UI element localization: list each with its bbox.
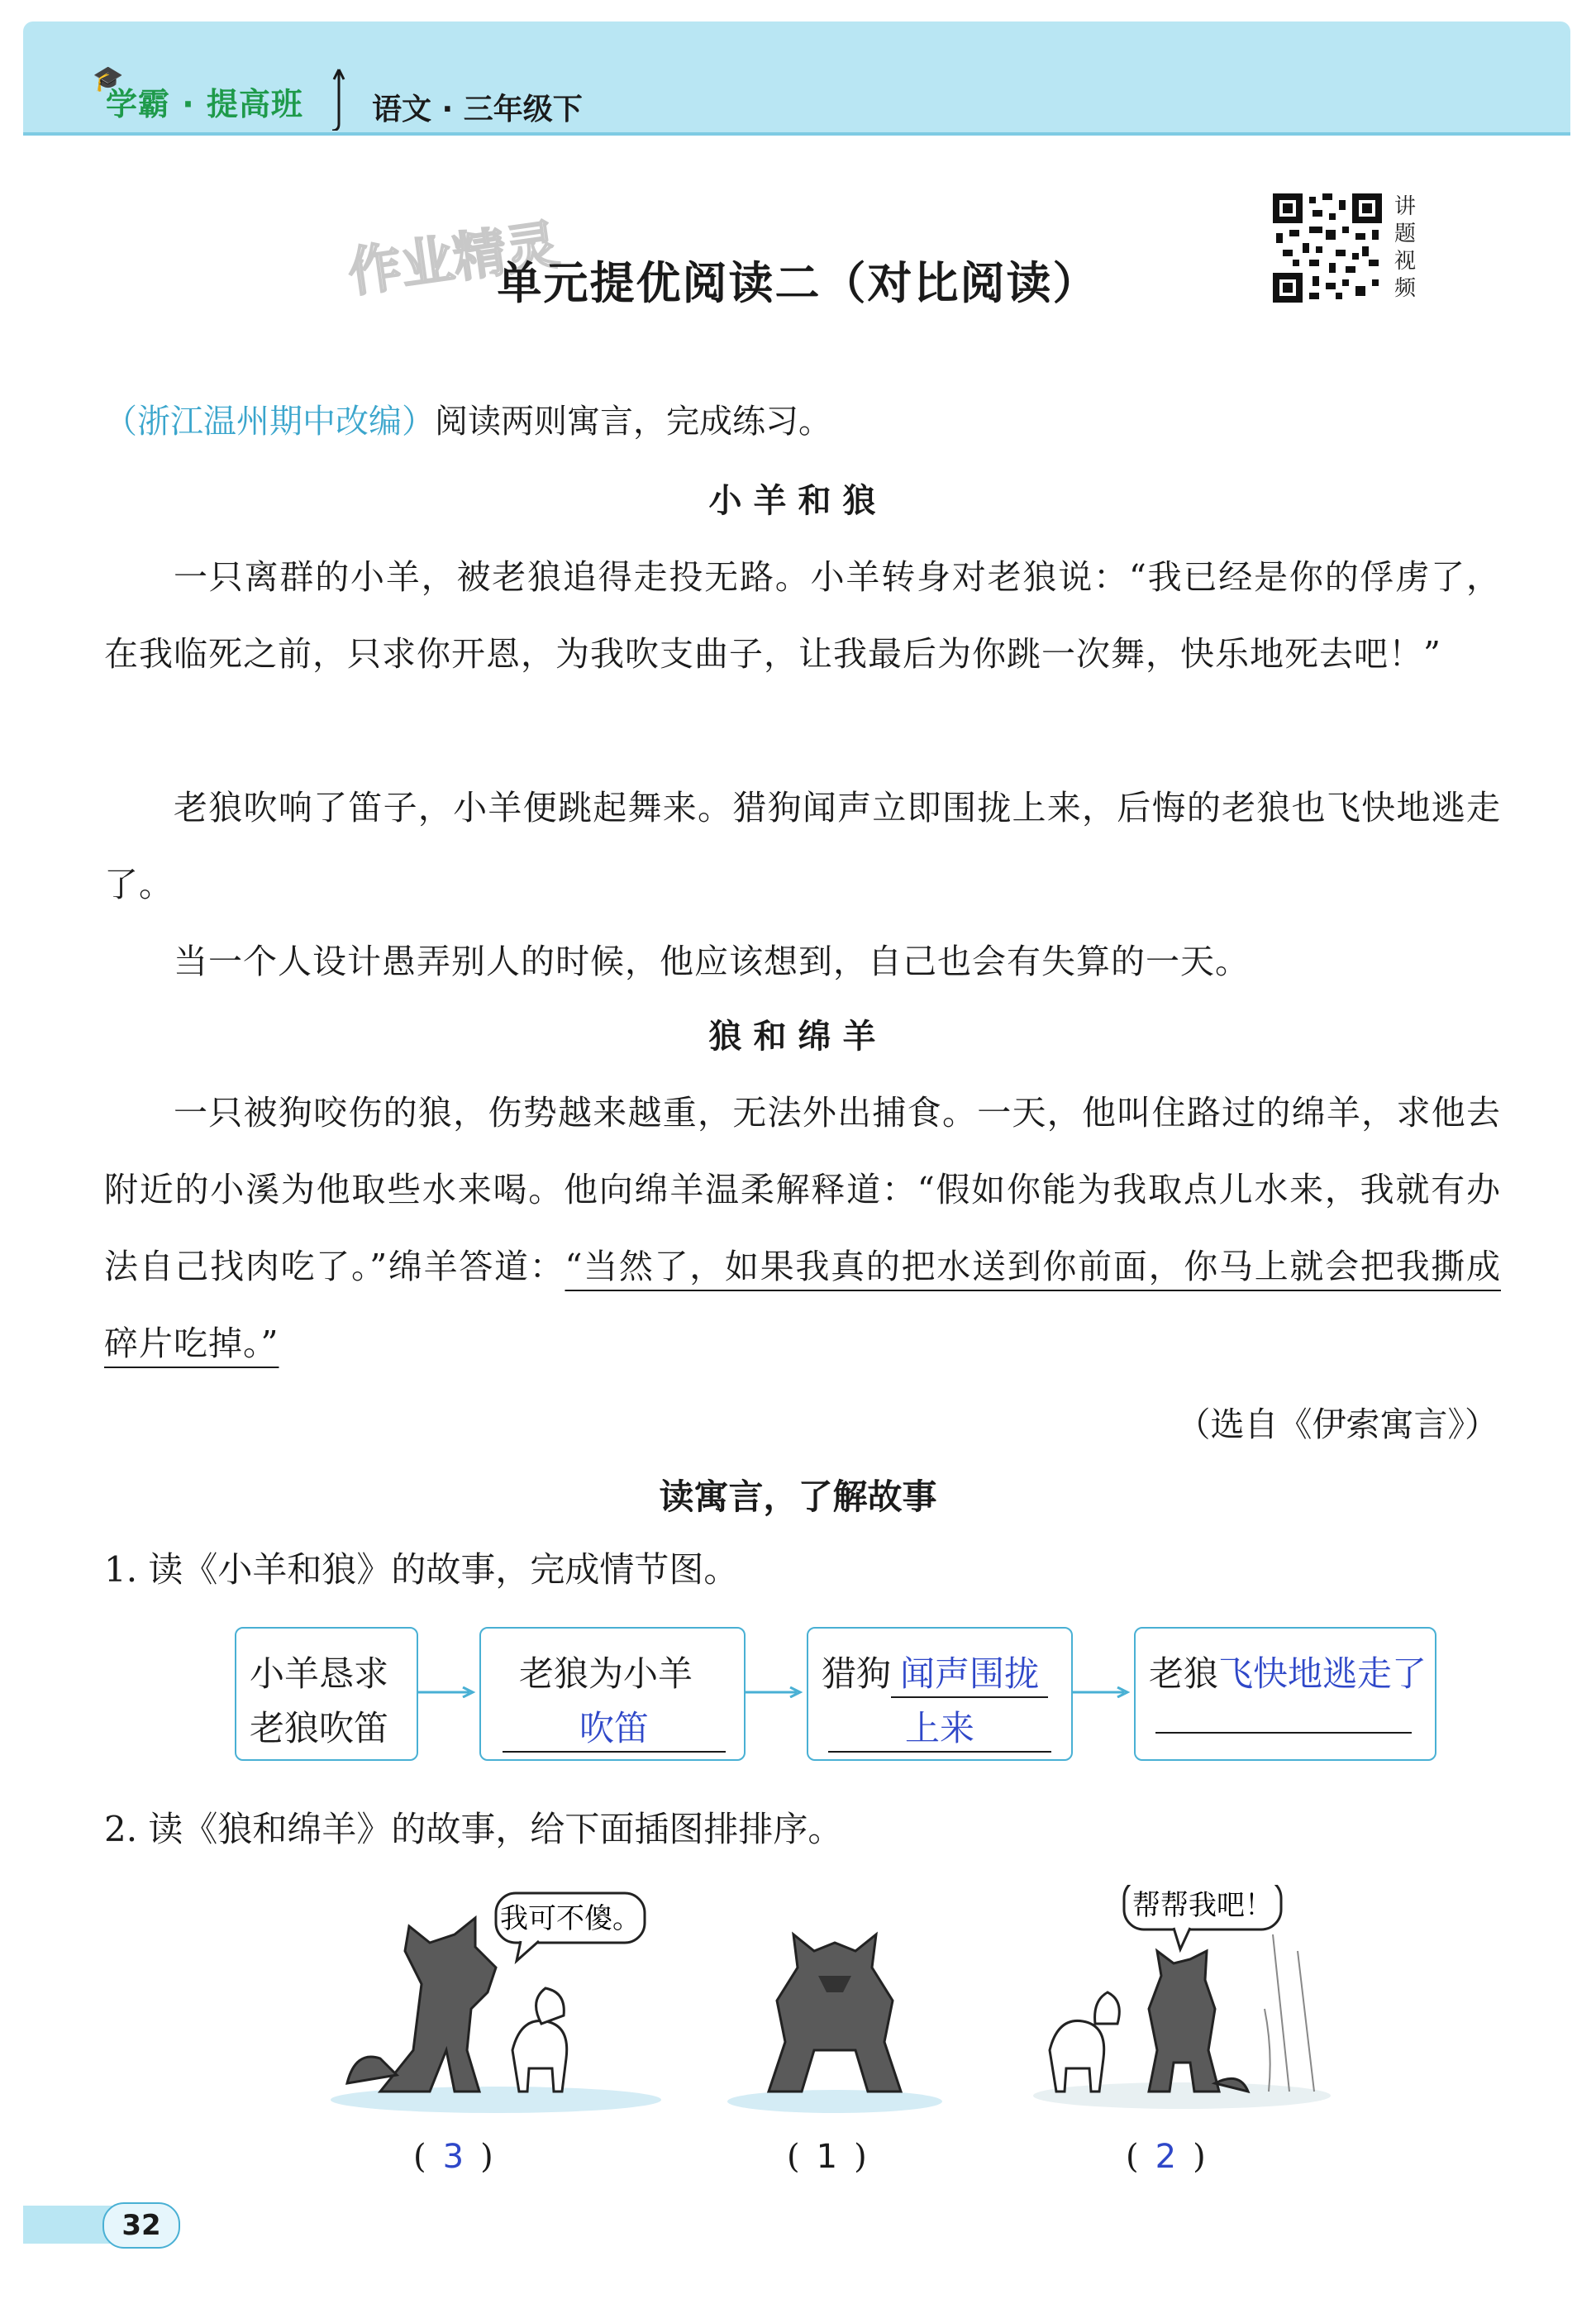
instruction: 阅读两则寓言，完成练习。: [435, 403, 831, 441]
story2-paragraph: 一只被狗咬伤的狼，伤势越来越重，无法外出捕食。一天，他叫住路过的绵羊，求他去附近的小溪为他取些水来喝。他向绵羊温柔解释道：“假如你能为我取点儿水来，我就有办法自己找肉吃了。”绵羊答道：“当然了，如果我真的把水送到你前面，你马上就会把我撕成碎片吃掉。”: [104, 1093, 1501, 1363]
brand-logo: 学霸 · 提高班: [106, 86, 303, 122]
plot-box-4: 老狼飞快地逃走了: [1134, 1627, 1436, 1761]
speech-bubble-text: 我可不傻。: [500, 1902, 641, 1935]
watermark: 作业精灵: [344, 214, 563, 305]
plot-box-1: 小羊恳求 老狼吹笛: [235, 1627, 418, 1761]
answer-blank[interactable]: 飞快地逃走了: [1218, 1653, 1427, 1694]
illustration-wolf-asks-help: [1025, 1885, 1339, 2125]
answer-blank[interactable]: 吹笛: [503, 1701, 726, 1753]
source-label: （浙江温州期中改编）: [104, 403, 435, 441]
story2-title: 狼和绵羊: [708, 1018, 888, 1056]
graduation-cap-icon: 🎓: [93, 64, 124, 93]
answer-blank[interactable]: [1155, 1732, 1412, 1734]
order-answer-2: ( 1 ): [787, 2138, 867, 2176]
speech-bubble-text: 帮帮我吧！: [1132, 1889, 1273, 1922]
plot-box-2: 老狼为小羊 吹笛: [479, 1627, 746, 1761]
illustration-wolf-refuses: [331, 1885, 678, 2125]
subject-label: 语文 · 三年级下: [372, 93, 583, 126]
order-answer-3: ( 2 ): [1126, 2138, 1206, 2176]
story1-paragraph-1: 一只离群的小羊，被老狼追得走投无路。小羊转身对老狼说：“我已经是你的俘虏了，在我临死之前，只求你开恩，为我吹支曲子，让我最后为你跳一次舞，快乐地死去吧！”: [104, 557, 1501, 674]
page-number: 32: [102, 2202, 180, 2249]
arrow-icon: [1073, 1686, 1131, 1698]
story1-title: 小羊和狼: [708, 482, 888, 520]
story1-paragraph-2: 老狼吹响了笛子，小羊便跳起舞来。猎狗闻声立即围拢上来，后悔的老狼也飞快地逃走了。: [104, 788, 1501, 904]
underlined-sentence: “当然了，如果我真的把水送到你前面，你马上就会把我撕成碎片吃掉。”: [104, 1247, 1501, 1363]
up-arrow-icon: [331, 66, 347, 131]
reference: （选自《伊索寓言》）: [1176, 1405, 1498, 1444]
qr-code-icon[interactable]: [1273, 193, 1382, 303]
answer-blank[interactable]: 闻声围拢: [891, 1647, 1048, 1698]
qr-label: 讲 题 视 频: [1394, 194, 1416, 301]
illustration-injured-wolf: [719, 1885, 950, 2125]
question-2: 2. 读《狼和绵羊》的故事，给下面插图排排序。: [104, 1809, 843, 1849]
section-heading: 读寓言，了解故事: [659, 1476, 937, 1517]
page-title: 单元提优阅读二（对比阅读）: [497, 257, 1099, 309]
order-answer-1: ( 3 ): [413, 2138, 493, 2176]
intro: [104, 395, 831, 442]
arrow-icon: [746, 1686, 803, 1698]
question-1: 1. 读《小羊和狼》的故事，完成情节图。: [104, 1549, 739, 1590]
story1-paragraph-3: 当一个人设计愚弄别人的时候，他应该想到，自己也会有失算的一天。: [174, 942, 1250, 981]
plot-box-3: 猎狗 闻声围拢 上来: [807, 1627, 1073, 1761]
answer-blank[interactable]: 上来: [828, 1701, 1051, 1753]
arrow-icon: [418, 1686, 476, 1698]
